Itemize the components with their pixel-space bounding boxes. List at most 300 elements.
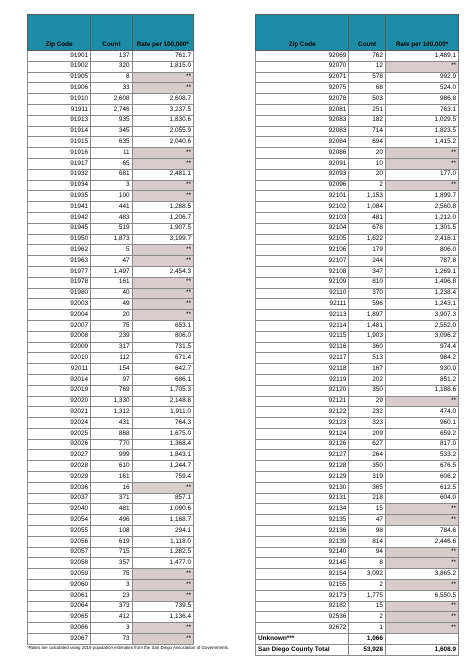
count-cell: 40	[91, 288, 133, 299]
zip-code-header: Zip Code	[256, 15, 349, 51]
table-row	[28, 418, 194, 429]
rate-cell: 1,288.5	[132, 202, 193, 213]
count-cell: 3	[91, 180, 133, 191]
count-cell: 371	[91, 493, 133, 504]
zip-cell: 92114	[256, 320, 349, 331]
table-row	[256, 115, 459, 126]
zip-cell: 92120	[256, 385, 349, 396]
count-cell: 239	[91, 331, 133, 342]
rate-cell: 3,237.5	[132, 104, 193, 115]
count-cell: 678	[349, 223, 386, 234]
zip-cell: 92025	[28, 428, 91, 439]
zip-cell: 92096	[256, 180, 349, 191]
table-row	[256, 212, 459, 223]
table-row	[28, 547, 194, 558]
rate-cell: 1,815.0	[132, 61, 193, 72]
rate-cell: 984.2	[385, 353, 458, 364]
count-cell: 137	[91, 51, 133, 62]
zip-cell: 91980	[28, 288, 91, 299]
rate-cell: 1,823.5	[385, 126, 458, 137]
count-cell: 1,084	[349, 202, 386, 213]
table-row	[256, 493, 459, 504]
zip-cell: 92118	[256, 364, 349, 375]
rate-cell: 1,244.7	[132, 461, 193, 472]
count-cell: 5	[91, 245, 133, 256]
table-row	[28, 191, 194, 202]
count-cell: 202	[349, 374, 386, 385]
count-cell: 65	[91, 158, 133, 169]
rate-cell: 787.8	[385, 256, 458, 267]
zip-cell: 91962	[28, 245, 91, 256]
table-row	[28, 396, 194, 407]
zip-cell: 92054	[28, 515, 91, 526]
count-cell: 578	[349, 72, 386, 83]
zip-cell: 92029	[28, 472, 91, 483]
count-cell: 317	[91, 342, 133, 353]
rate-cell: **	[132, 83, 193, 94]
table-row	[256, 169, 459, 180]
zip-cell: 92091	[256, 158, 349, 169]
zip-cell: 92057	[28, 547, 91, 558]
count-cell: 167	[349, 364, 386, 375]
table-row	[28, 158, 194, 169]
rate-cell: 1,477.0	[132, 558, 193, 569]
zip-cell: 92093	[256, 169, 349, 180]
rate-cell: 612.5	[385, 482, 458, 493]
rate-cell: 1,282.5	[132, 547, 193, 558]
count-cell: 810	[349, 277, 386, 288]
rate-cell: **	[132, 72, 193, 83]
rate-cell: **	[132, 299, 193, 310]
table-row	[28, 536, 194, 547]
table-row	[256, 191, 459, 202]
count-cell: 513	[349, 353, 386, 364]
zip-cell: 92130	[256, 482, 349, 493]
table-row	[28, 407, 194, 418]
rate-cell: **	[385, 547, 458, 558]
rate-cell: **	[132, 288, 193, 299]
count-cell: 481	[91, 504, 133, 515]
count-cell: 12	[349, 61, 386, 72]
count-cell: 15	[349, 504, 386, 515]
table-row	[28, 461, 194, 472]
table-row	[256, 407, 459, 418]
count-cell: 694	[349, 137, 386, 148]
count-cell: 347	[349, 266, 386, 277]
table-row	[28, 277, 194, 288]
table-row	[256, 504, 459, 515]
rate-cell: 764.3	[132, 418, 193, 429]
table-row	[28, 234, 194, 245]
rate-cell: 2,418.1	[385, 234, 458, 245]
rate-cell: 524.0	[385, 83, 458, 94]
rate-cell: 857.1	[132, 493, 193, 504]
count-cell: 73	[91, 634, 133, 645]
table-row	[256, 536, 459, 547]
zip-cell: 92107	[256, 256, 349, 267]
count-cell: 1,153	[349, 191, 386, 202]
count-cell: 503	[349, 94, 386, 105]
rate-cell: 1,090.6	[132, 504, 193, 515]
zip-cell: 92064	[28, 601, 91, 612]
table-row	[256, 256, 459, 267]
count-cell: 161	[91, 472, 133, 483]
count-cell: 2	[349, 612, 386, 623]
table-row	[28, 504, 194, 515]
rate-cell: 177.0	[385, 169, 458, 180]
rate-cell: 606.2	[385, 472, 458, 483]
count-cell: 483	[91, 212, 133, 223]
zip-cell: 92066	[28, 623, 91, 634]
table-row	[256, 623, 459, 634]
zip-cell: 92014	[28, 374, 91, 385]
rate-cell: 986.8	[385, 94, 458, 105]
zip-cell: 92070	[256, 61, 349, 72]
count-cell: 431	[91, 418, 133, 429]
rate-cell: 1,269.1	[385, 266, 458, 277]
zip-cell: 91941	[28, 202, 91, 213]
table-row	[256, 569, 459, 580]
count-header: Count	[91, 15, 133, 51]
count-cell: 3,092	[349, 569, 386, 580]
table-row	[256, 601, 459, 612]
table-row	[28, 310, 194, 321]
table-row	[28, 115, 194, 126]
count-cell: 49	[91, 299, 133, 310]
table-row	[256, 299, 459, 310]
rate-cell: 676.5	[385, 461, 458, 472]
count-cell: 320	[91, 61, 133, 72]
zip-cell: 91906	[28, 83, 91, 94]
zip-cell: 92102	[256, 202, 349, 213]
table-row	[256, 374, 459, 385]
table-row	[256, 320, 459, 331]
rate-cell: **	[385, 601, 458, 612]
count-cell: 441	[91, 202, 133, 213]
rates-table-right	[255, 14, 459, 656]
zip-cell: 92135	[256, 515, 349, 526]
table-row	[28, 104, 194, 115]
table-row	[28, 94, 194, 105]
rate-cell: 763.1	[385, 104, 458, 115]
rate-cell: 3,199.7	[132, 234, 193, 245]
zip-cell: 92004	[28, 310, 91, 321]
rate-cell: 1,843.1	[132, 450, 193, 461]
count-cell: 770	[91, 439, 133, 450]
table-row	[256, 288, 459, 299]
table-row	[28, 374, 194, 385]
table-row	[256, 277, 459, 288]
rate-cell: 671.4	[132, 353, 193, 364]
table-row	[256, 104, 459, 115]
rate-cell: 930.0	[385, 364, 458, 375]
zip-cell: 92071	[256, 72, 349, 83]
table-row	[256, 158, 459, 169]
count-cell: 2,608	[91, 94, 133, 105]
zip-cell: 92019	[28, 385, 91, 396]
count-cell: 619	[91, 536, 133, 547]
count-cell: 98	[349, 526, 386, 537]
zip-cell: 92028	[28, 461, 91, 472]
count-cell: 209	[349, 428, 386, 439]
zip-code-header: Zip Code	[28, 15, 91, 51]
zip-cell: 92108	[256, 266, 349, 277]
count-cell: 154	[91, 364, 133, 375]
table-row	[28, 590, 194, 601]
zip-cell: 92109	[256, 277, 349, 288]
count-cell: 1,481	[349, 320, 386, 331]
rates-table-left	[27, 14, 194, 645]
rate-cell: 2,608.7	[132, 94, 193, 105]
zip-cell: 92067	[28, 634, 91, 645]
zip-cell: 91916	[28, 148, 91, 159]
table-row	[28, 364, 194, 375]
table-row	[256, 526, 459, 537]
count-cell: 345	[91, 126, 133, 137]
rate-cell: 659.2	[385, 428, 458, 439]
count-cell: 350	[349, 385, 386, 396]
table-row	[28, 72, 194, 83]
zip-cell: 92136	[256, 526, 349, 537]
rate-cell: 1,243.1	[385, 299, 458, 310]
zip-cell: 91945	[28, 223, 91, 234]
zip-cell: 92110	[256, 288, 349, 299]
table-row	[256, 547, 459, 558]
rate-cell: 1,136.4	[132, 612, 193, 623]
zip-cell: 91932	[28, 169, 91, 180]
rate-cell: 817.0	[385, 439, 458, 450]
table-row	[256, 472, 459, 483]
zip-cell: 91934	[28, 180, 91, 191]
count-cell: 8	[349, 558, 386, 569]
table-row	[28, 558, 194, 569]
rate-cell: 2,481.1	[132, 169, 193, 180]
rate-cell: **	[132, 590, 193, 601]
zip-cell: 91942	[28, 212, 91, 223]
count-cell: 161	[91, 277, 133, 288]
count-cell: 33	[91, 83, 133, 94]
table-row	[28, 169, 194, 180]
count-cell: 357	[91, 558, 133, 569]
count-cell: 29	[349, 396, 386, 407]
rate-cell: 960.1	[385, 418, 458, 429]
rate-cell: 604.0	[385, 493, 458, 504]
count-cell: 3	[91, 623, 133, 634]
table-row	[28, 526, 194, 537]
rate-cell: 3,096.2	[385, 331, 458, 342]
count-cell: 244	[349, 256, 386, 267]
zip-cell: 92061	[28, 590, 91, 601]
zip-cell: 91977	[28, 266, 91, 277]
count-cell: 8	[91, 72, 133, 83]
zip-cell: 92020	[28, 396, 91, 407]
zip-cell: 91913	[28, 115, 91, 126]
zip-cell: 92117	[256, 353, 349, 364]
zip-cell: 92116	[256, 342, 349, 353]
rate-cell: 2,055.9	[132, 126, 193, 137]
rate-cell: 1,301.5	[385, 223, 458, 234]
table-row	[256, 342, 459, 353]
table-body-left	[28, 51, 194, 645]
count-cell: 23	[91, 590, 133, 601]
table-row	[28, 299, 194, 310]
count-cell: 323	[349, 418, 386, 429]
zip-cell: 92113	[256, 310, 349, 321]
zip-cell: 92155	[256, 580, 349, 591]
rate-cell: 686.1	[132, 374, 193, 385]
rate-cell: 1,368.4	[132, 439, 193, 450]
table-row	[256, 51, 459, 62]
zip-cell: 92069	[256, 51, 349, 62]
table-row	[28, 223, 194, 234]
zip-cell: 92081	[256, 104, 349, 115]
count-cell: 769	[91, 385, 133, 396]
zip-cell: 92007	[28, 320, 91, 331]
zip-cell: 92154	[256, 569, 349, 580]
rate-cell: 1,168.7	[132, 515, 193, 526]
table-row	[256, 61, 459, 72]
table-row	[28, 580, 194, 591]
rate-cell: 533.2	[385, 450, 458, 461]
zip-cell: 92086	[256, 148, 349, 159]
table-row	[256, 126, 459, 137]
rate-cell: **	[132, 482, 193, 493]
rate-cell: **	[385, 396, 458, 407]
zip-cell: 92672	[256, 623, 349, 634]
table-row	[28, 137, 194, 148]
rate-cell: 1,206.7	[132, 212, 193, 223]
zip-cell: 92127	[256, 450, 349, 461]
zip-cell: 92026	[28, 439, 91, 450]
zip-cell: 92010	[28, 353, 91, 364]
rate-cell: **	[385, 158, 458, 169]
rate-cell: **	[385, 180, 458, 191]
rate-cell: 3,907.3	[385, 310, 458, 321]
count-cell: 496	[91, 515, 133, 526]
count-cell: 715	[91, 547, 133, 558]
rate-cell: 806.0	[132, 331, 193, 342]
count-cell: 412	[91, 612, 133, 623]
table-row	[28, 245, 194, 256]
table-row	[28, 148, 194, 159]
zip-cell: 92027	[28, 450, 91, 461]
count-cell: 350	[349, 461, 386, 472]
zip-cell: 92173	[256, 590, 349, 601]
rate-cell: 992.9	[385, 72, 458, 83]
rate-cell	[385, 634, 458, 645]
rate-cell: **	[385, 148, 458, 159]
table-header-row	[28, 15, 194, 51]
zip-cell: 92075	[256, 83, 349, 94]
table-row	[256, 418, 459, 429]
count-cell: 97	[91, 374, 133, 385]
footnote: *Rates are calculated using 2019 population estimates from the San Diego Association of Governments.	[27, 645, 230, 650]
table-row	[28, 212, 194, 223]
table-row	[256, 439, 459, 450]
table-row	[256, 266, 459, 277]
count-cell: 10	[349, 158, 386, 169]
table-row	[256, 148, 459, 159]
zip-cell: 92008	[28, 331, 91, 342]
count-cell: 16	[91, 482, 133, 493]
table-row	[28, 515, 194, 526]
rate-cell: 1,118.0	[132, 536, 193, 547]
count-cell: 1,622	[349, 234, 386, 245]
count-cell: 15	[349, 601, 386, 612]
table-row	[28, 202, 194, 213]
table-row	[28, 428, 194, 439]
count-cell: 94	[349, 547, 386, 558]
zip-cell: 92040	[28, 504, 91, 515]
rate-cell: 806.0	[385, 245, 458, 256]
rate-cell: 3,865.2	[385, 569, 458, 580]
rate-cell: 851.2	[385, 374, 458, 385]
table-header-row	[256, 15, 459, 51]
table-row	[28, 51, 194, 62]
table-row	[28, 353, 194, 364]
zip-cell: 92021	[28, 407, 91, 418]
table-row	[256, 558, 459, 569]
table-row	[256, 634, 459, 645]
zip-cell: 92056	[28, 536, 91, 547]
rate-cell: **	[132, 180, 193, 191]
zip-cell: 91917	[28, 158, 91, 169]
rate-cell: 759.4	[132, 472, 193, 483]
rate-cell: 2,446.6	[385, 536, 458, 547]
count-cell: 762	[349, 51, 386, 62]
rate-cell: 761.7	[132, 51, 193, 62]
zip-cell: 92124	[256, 428, 349, 439]
zip-cell: 92036	[28, 482, 91, 493]
count-cell: 868	[91, 428, 133, 439]
table-row	[256, 385, 459, 396]
count-cell: 75	[91, 569, 133, 580]
table-row	[256, 580, 459, 591]
zip-cell: 92104	[256, 223, 349, 234]
count-cell: 999	[91, 450, 133, 461]
rate-cell: **	[385, 623, 458, 634]
table-row	[256, 202, 459, 213]
rate-cell: **	[132, 623, 193, 634]
zip-cell: 91905	[28, 72, 91, 83]
rate-cell: 1,212.0	[385, 212, 458, 223]
count-cell: 360	[349, 342, 386, 353]
rate-cell: **	[385, 61, 458, 72]
zip-cell: 92103	[256, 212, 349, 223]
zip-cell: 92003	[28, 299, 91, 310]
table-row	[28, 601, 194, 612]
count-cell: 714	[349, 126, 386, 137]
count-cell: 1	[349, 623, 386, 634]
count-cell: 11	[91, 148, 133, 159]
table-row	[256, 428, 459, 439]
count-cell: 251	[349, 104, 386, 115]
table-row	[256, 331, 459, 342]
zip-cell: 91902	[28, 61, 91, 72]
table-row	[256, 450, 459, 461]
rate-cell: **	[132, 148, 193, 159]
rate-cell: 1,188.6	[385, 385, 458, 396]
table-row	[28, 256, 194, 267]
rate-cell: 1,496.8	[385, 277, 458, 288]
count-cell: 596	[349, 299, 386, 310]
rate-cell: 739.5	[132, 601, 193, 612]
table-row	[28, 450, 194, 461]
rate-cell: **	[385, 504, 458, 515]
zip-cell: 92055	[28, 526, 91, 537]
table-row	[256, 234, 459, 245]
count-cell: 3	[91, 580, 133, 591]
